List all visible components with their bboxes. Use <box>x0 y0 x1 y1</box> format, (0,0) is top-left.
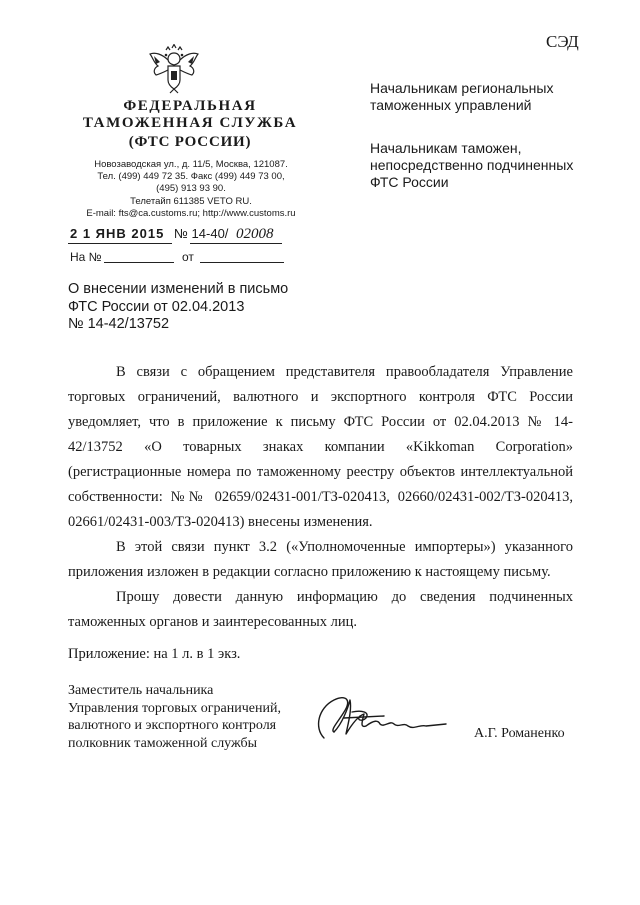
agency-address: Новозаводская ул., д. 11/5, Москва, 121087. <box>94 159 288 170</box>
body-paragraph-1-text: В связи с обращением представителя правообладателя Управление торговых ограничений, валютного и экспортного контроля ФТС России уведомляет, что в приложение к письму ФТС России от 02.04.2013 № 14-42/13752 «О товарных знаках компании «Kikkoman Corporation» (регистрационные номера по таможенному реестру объектов интеллектуальной собственности: №№ 02659/02431-001/ТЗ-020413, 02660/02431-002/ТЗ-020413, 02661/02431-003/ТЗ-020413) внесены изменения. <box>68 364 573 530</box>
reply-number-label: На № <box>70 250 102 264</box>
body-paragraph-1 <box>68 360 573 535</box>
registration-number-label: № <box>173 226 188 241</box>
document-mark: СЭД <box>546 32 579 51</box>
reply-date-underline <box>200 262 284 263</box>
signer-line1: Заместитель начальника <box>68 683 214 698</box>
signer-line2: Управления торговых ограничений, <box>68 700 281 716</box>
agency-name-line2: ТАМОЖЕННАЯ СЛУЖБА <box>82 115 298 131</box>
number-underline <box>190 243 282 244</box>
agency-abbreviation: (ФТС РОССИИ) <box>128 134 252 150</box>
addressee-1 <box>370 80 610 114</box>
registration-date: 2 1 ЯНВ 2015 <box>70 226 165 241</box>
agency-contacts <box>64 159 318 220</box>
signer-line4: полковник таможенной службы <box>68 735 258 751</box>
signer-position <box>68 682 308 752</box>
subject-line1: О внесении изменений в письмо <box>68 281 289 297</box>
agency-phone-2: (495) 913 93 90. <box>156 183 226 195</box>
reply-date-label: от <box>182 250 194 264</box>
subject-line2: ФТС России от 02.04.2013 <box>68 298 245 315</box>
subject-line3: № 14-42/13752 <box>68 316 170 332</box>
body-paragraph-3-text: Прошу довести данную информацию до сведения подчиненных таможенных органов и заинтересованных лиц. <box>68 589 573 630</box>
addressee-1-line2: таможенных управлений <box>370 97 532 113</box>
addressee-2 <box>370 140 610 191</box>
addressee-1-line1: Начальникам региональных <box>370 80 554 96</box>
agency-email-web: E-mail: fts@ca.customs.ru; http://www.customs.ru <box>86 207 296 219</box>
body-paragraph-3 <box>68 585 573 635</box>
date-underline <box>68 243 172 244</box>
agency-phone-fax: Тел. (499) 449 72 35. Факс (499) 449 73 00, <box>97 171 285 183</box>
letter-subject <box>68 281 308 334</box>
reply-number-underline <box>104 262 174 263</box>
agency-name-line1: ФЕДЕРАЛЬНАЯ <box>123 98 257 114</box>
registration-number-handwritten: 02008 <box>236 226 274 242</box>
registration-number-prefix: 14-40/ <box>191 226 229 241</box>
registration-line <box>70 226 274 243</box>
addressee-2-line3: ФТС России <box>370 174 449 190</box>
body-paragraph-2 <box>68 535 573 585</box>
addressee-2-line2: непосредственно подчиненных <box>370 157 574 173</box>
signer-name: А.Г. Романенко <box>474 726 565 741</box>
handwritten-signature <box>304 690 454 750</box>
signer-line3: валютного и экспортного контроля <box>68 718 277 733</box>
addressee-2-line1: Начальникам таможен, <box>370 140 522 156</box>
body-paragraph-2-text: В этой связи пункт 3.2 («Уполномоченные импортеры») указанного приложения изложен в редакции согласно приложению к настоящему письму. <box>68 539 573 580</box>
reply-reference-line <box>70 250 194 264</box>
coat-of-arms-emblem <box>146 44 202 94</box>
attachment-note: Приложение: на 1 л. в 1 экз. <box>68 646 241 662</box>
agency-teletype: Телетайп 611385 VETO RU. <box>130 195 252 207</box>
